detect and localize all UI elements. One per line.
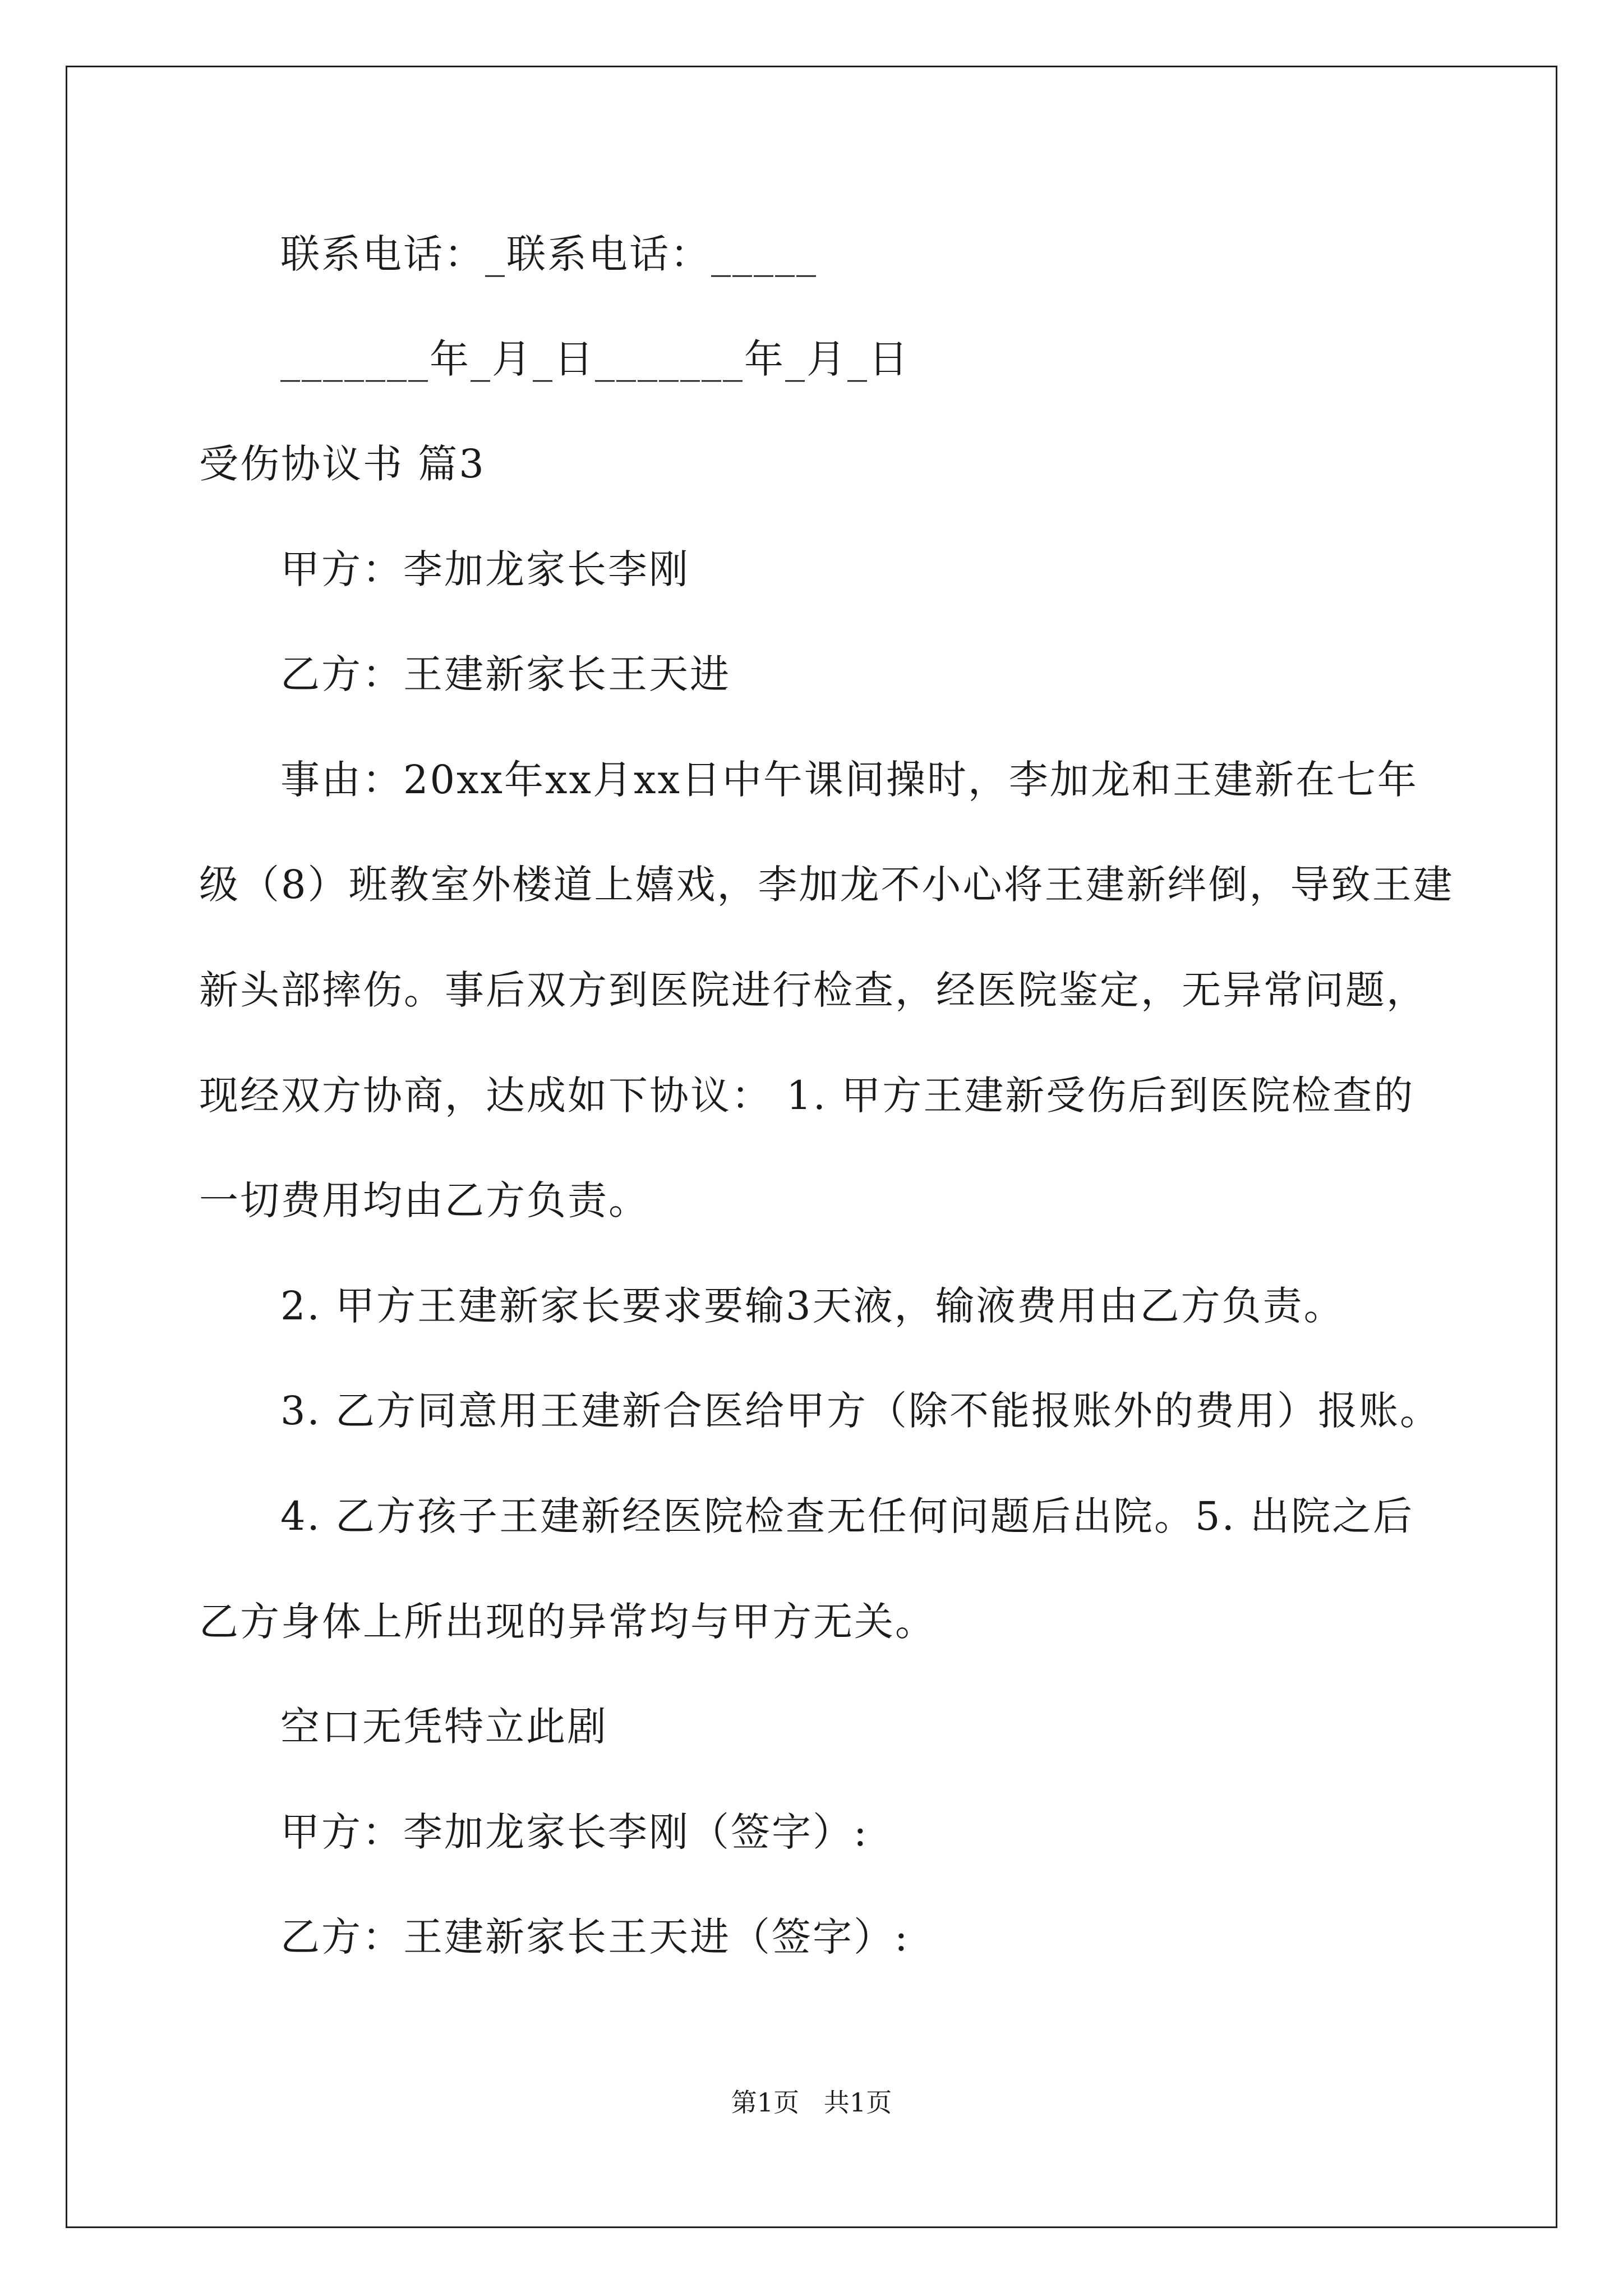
clause-4-line-2: 乙方身体上所出现的异常均与甲方无关。: [199, 1599, 936, 1645]
party-a-line: 甲方：李加龙家长李刚: [280, 546, 690, 592]
closing-statement: 空口无凭特立此剧: [280, 1704, 608, 1750]
date-line: _______年_月_日_______年_月_日: [280, 336, 910, 382]
reason-line-1: 事由：20xx年xx月xx日中午课间操时，李加龙和王建新在七年: [280, 757, 1418, 803]
clause-2: 2. 甲方王建新家长要求要输3天液，输液费用由乙方负责。: [280, 1283, 1345, 1329]
reason-line-2: 级（8）班教室外楼道上嬉戏，李加龙不小心将王建新绊倒，导致王建: [199, 862, 1454, 908]
clause-3: 3. 乙方同意用王建新合医给甲方（除不能报账外的费用）报账。: [280, 1388, 1441, 1434]
page-footer: 第1页 共1页: [731, 2087, 892, 2118]
party-b-signature: 乙方：王建新家长王天进（签字）:: [280, 1914, 910, 1960]
party-a-signature: 甲方：李加龙家长李刚（签字）:: [280, 1809, 869, 1855]
contact-phone-line: 联系电话：_联系电话：_____: [280, 231, 818, 277]
reason-line-3: 新头部摔伤。事后双方到医院进行检查，经医院鉴定，无异常问题，: [199, 967, 1427, 1013]
section-title: 受伤协议书 篇3: [199, 441, 486, 487]
clause-4-line-1: 4. 乙方孩子王建新经医院检查无任何问题后出院。5. 出院之后: [280, 1493, 1414, 1539]
reason-line-5: 一切费用均由乙方负责。: [199, 1177, 649, 1223]
party-b-line: 乙方：王建新家长王天进: [280, 651, 731, 697]
page-frame: [66, 66, 1557, 2228]
reason-line-4: 现经双方协商，达成如下协议： 1. 甲方王建新受伤后到医院检查的: [199, 1073, 1415, 1119]
